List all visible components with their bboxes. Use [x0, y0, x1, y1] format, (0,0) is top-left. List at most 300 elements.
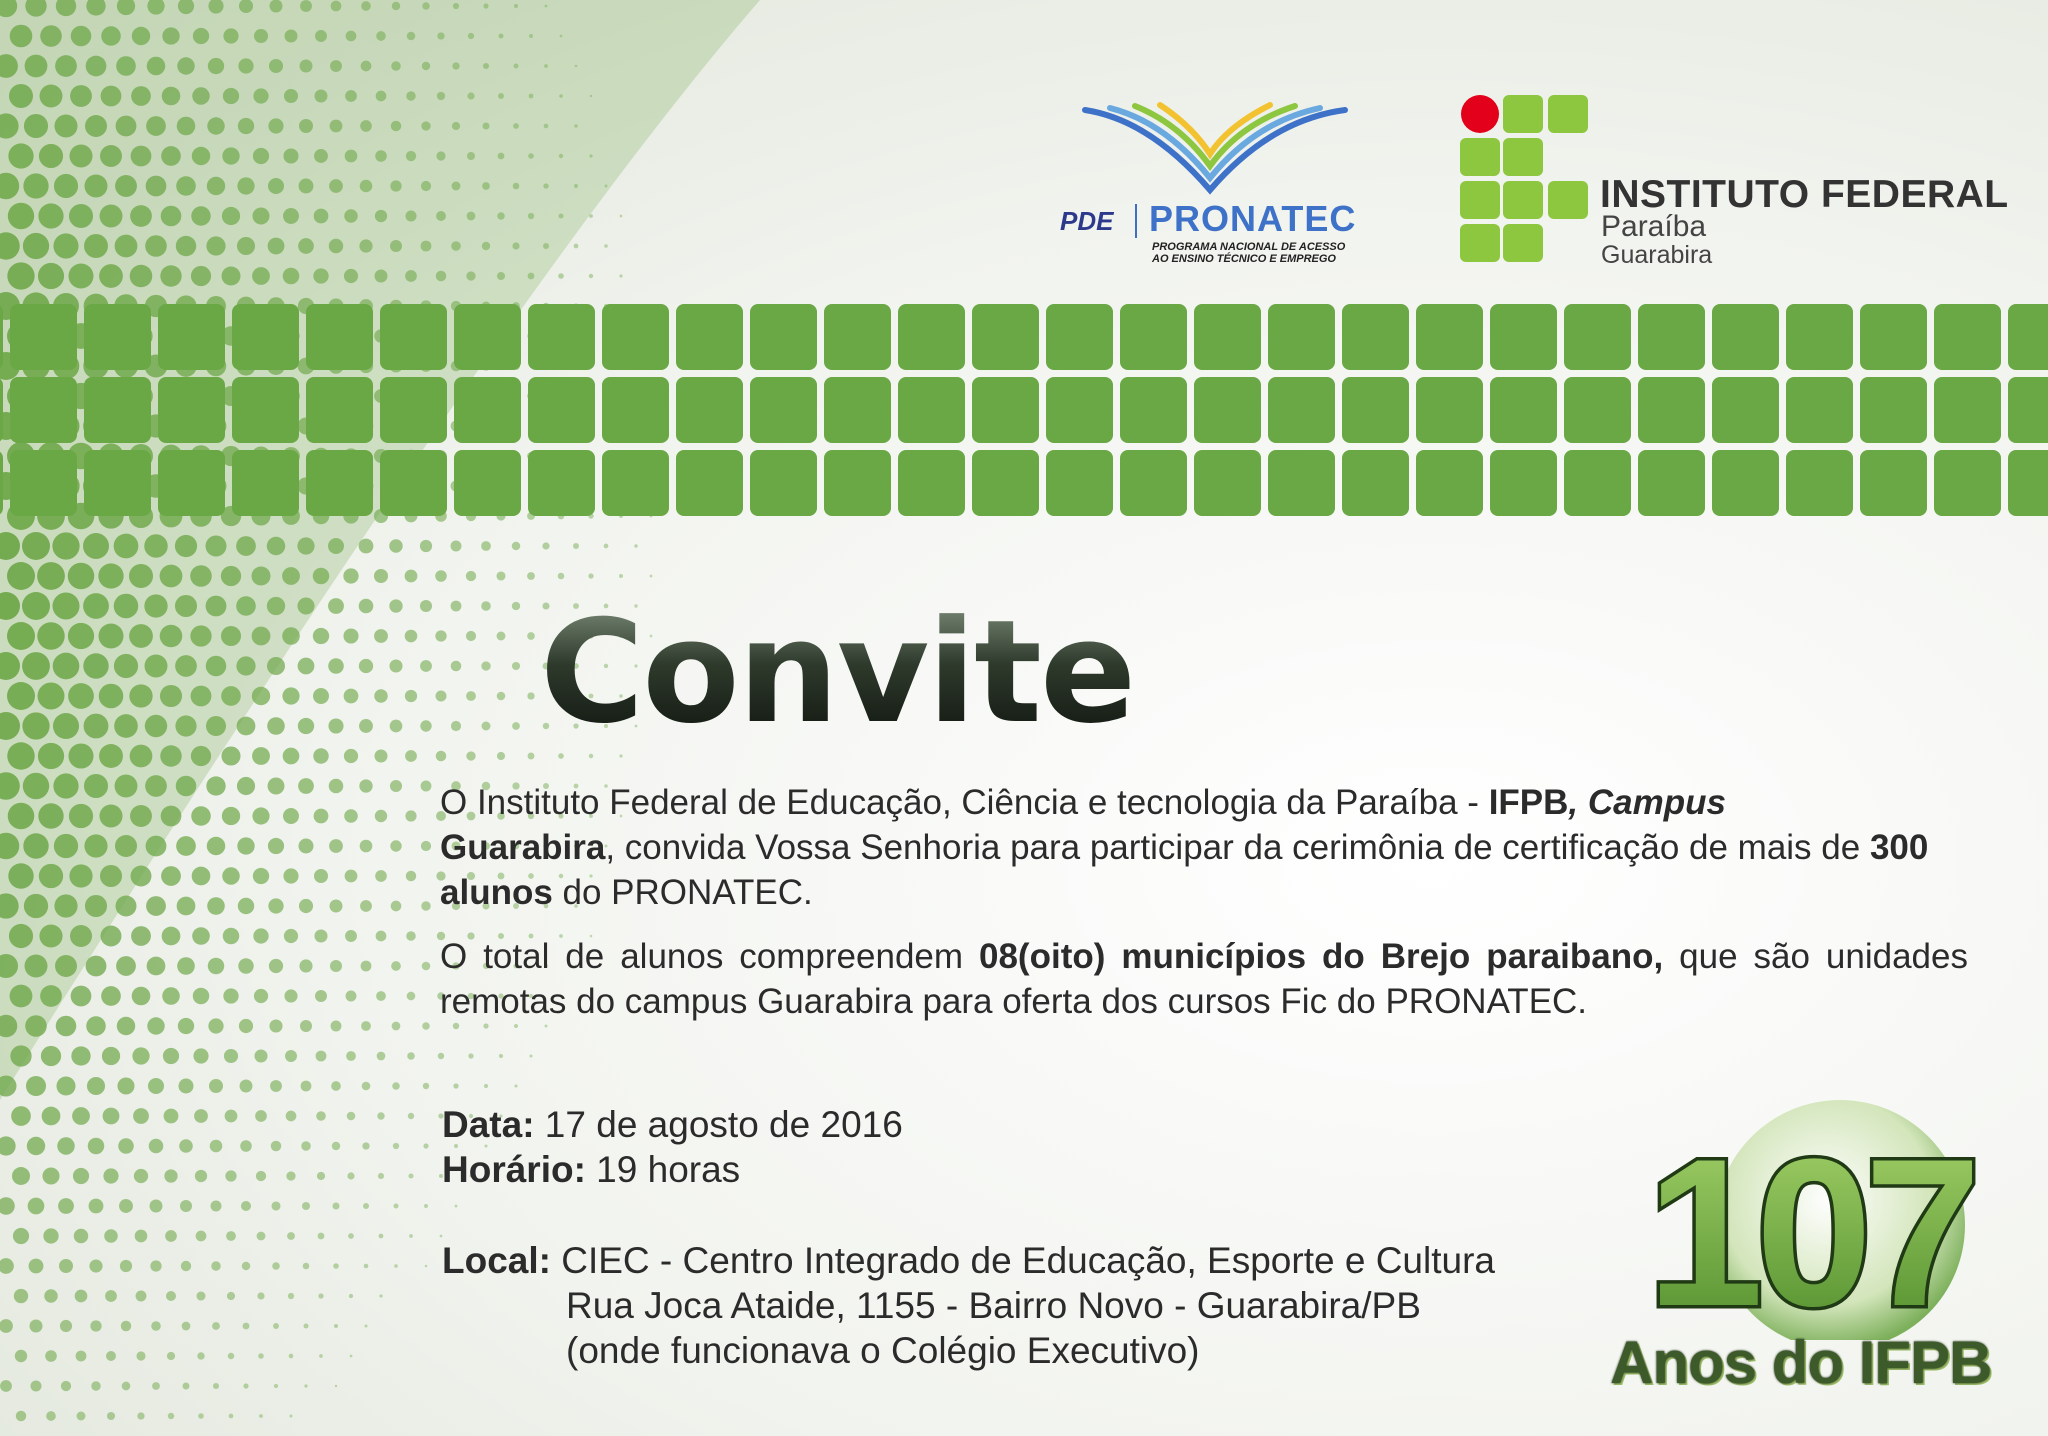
halftone-dot — [206, 656, 226, 676]
halftone-dot — [38, 263, 64, 289]
halftone-dot — [376, 31, 386, 41]
halftone-dot — [425, 1265, 428, 1268]
halftone-dot — [164, 1109, 179, 1124]
halftone-dot — [375, 870, 387, 882]
halftone-dot — [61, 1381, 71, 1391]
halftone-dot — [237, 237, 255, 255]
halftone-dot — [252, 687, 270, 705]
municipalities-highlight: 08(oito) municípios do Brejo paraibano, — [979, 937, 1664, 976]
halftone-dot — [176, 176, 196, 196]
halftone-dot — [359, 599, 374, 614]
halftone-dot — [29, 1259, 44, 1274]
band-tile — [158, 450, 225, 516]
halftone-dot — [512, 662, 520, 670]
halftone-dot — [421, 781, 432, 792]
halftone-dot — [542, 542, 549, 549]
halftone-dot — [378, 1173, 384, 1179]
band-tile — [1638, 377, 1705, 443]
halftone-dot — [195, 1170, 207, 1182]
halftone-dot — [359, 719, 373, 733]
halftone-dot — [52, 592, 79, 619]
time-value: 19 horas — [585, 1149, 741, 1190]
halftone-dot — [422, 2, 429, 9]
halftone-dot — [221, 626, 241, 646]
halftone-dot — [513, 183, 520, 190]
halftone-dot — [0, 1319, 13, 1333]
halftone-dot — [222, 867, 239, 884]
halftone-dot — [117, 1077, 134, 1094]
halftone-dot — [267, 717, 285, 735]
campus-label: , Campus — [1568, 783, 1726, 822]
halftone-dot — [131, 926, 151, 946]
halftone-dot — [40, 985, 62, 1007]
band-tile — [824, 304, 891, 370]
halftone-dot — [191, 746, 211, 766]
halftone-dot — [196, 1231, 207, 1242]
halftone-dot — [210, 1200, 221, 1211]
halftone-dot — [10, 985, 33, 1008]
halftone-dot — [206, 716, 226, 736]
halftone-dot — [328, 538, 344, 554]
halftone-dot — [375, 150, 387, 162]
halftone-dot — [207, 117, 224, 134]
halftone-dot — [146, 836, 167, 857]
halftone-dot — [379, 1234, 384, 1239]
halftone-dot — [466, 271, 475, 280]
halftone-dot — [604, 544, 609, 549]
halftone-dot — [297, 597, 314, 614]
halftone-dot — [229, 1414, 234, 1419]
halftone-dot — [361, 961, 372, 972]
halftone-dot — [389, 539, 402, 552]
halftone-dot — [54, 174, 78, 198]
halftone-dot — [407, 1052, 415, 1060]
halftone-dot — [420, 720, 431, 731]
halftone-dot — [54, 834, 78, 858]
halftone-dot — [175, 655, 197, 677]
halftone-dot — [43, 1228, 58, 1243]
halftone-dot — [422, 1022, 430, 1030]
halftone-dot — [166, 1291, 176, 1301]
halftone-dot — [374, 569, 388, 583]
band-tile — [1120, 304, 1187, 370]
halftone-dot — [467, 212, 476, 221]
band-tile — [1638, 450, 1705, 516]
band-tile — [158, 377, 225, 443]
halftone-dot — [191, 686, 212, 707]
halftone-dot — [22, 532, 50, 560]
halftone-dot — [389, 659, 402, 672]
anniversary-badge — [1610, 1100, 2030, 1400]
band-tile — [1268, 304, 1335, 370]
halftone-dot — [253, 868, 269, 884]
halftone-dot — [346, 1051, 356, 1061]
halftone-dot — [407, 32, 415, 40]
halftone-dot — [256, 1171, 266, 1181]
ifpb-state: Paraíba — [1601, 210, 1707, 243]
band-tile — [824, 450, 891, 516]
halftone-dot — [221, 686, 241, 706]
halftone-dot — [285, 30, 298, 43]
halftone-dot — [0, 1258, 14, 1274]
halftone-dot — [242, 1262, 251, 1271]
halftone-dot — [8, 803, 35, 830]
halftone-dot — [107, 1412, 115, 1420]
halftone-dot — [283, 268, 300, 285]
band-tile — [1120, 450, 1187, 516]
halftone-dot — [268, 118, 283, 133]
halftone-dot — [345, 90, 357, 102]
halftone-dot — [144, 534, 167, 557]
halftone-dot — [283, 148, 298, 163]
halftone-dot — [273, 1323, 279, 1329]
halftone-dot — [181, 1261, 191, 1271]
halftone-dot — [270, 0, 283, 12]
halftone-dot — [16, 1411, 26, 1421]
band-tile — [1564, 450, 1631, 516]
halftone-dot — [467, 152, 475, 160]
halftone-dot — [98, 623, 123, 648]
band-tile — [380, 304, 447, 370]
halftone-dot — [23, 833, 48, 858]
halftone-dot — [328, 598, 344, 614]
halftone-dot — [436, 751, 447, 762]
halftone-dot — [206, 596, 227, 617]
open-book-icon — [1080, 100, 1350, 195]
halftone-dot — [40, 25, 62, 47]
halftone-dot — [115, 235, 138, 258]
location-line-2: Rua Joca Ataide, 1155 - Bairro Novo - Guarabira/PB — [566, 1285, 1421, 1326]
halftone-dot — [267, 657, 285, 675]
halftone-dot — [147, 1017, 164, 1034]
halftone-dot — [286, 1111, 297, 1122]
halftone-dot — [483, 3, 488, 8]
band-tile — [84, 450, 151, 516]
halftone-dot — [344, 689, 359, 704]
halftone-dot — [344, 209, 357, 222]
band-tile — [1268, 377, 1335, 443]
p1-text-2: , convida Vossa Senhoria para participar da cerimônia de certificação de mais de — [605, 828, 1870, 867]
halftone-dot — [176, 776, 197, 797]
halftone-dot — [131, 866, 152, 887]
halftone-dot — [544, 64, 548, 68]
halftone-dot — [68, 623, 94, 649]
halftone-dot — [575, 65, 578, 68]
student-count: 300 alunos — [440, 828, 1929, 912]
halftone-dot — [364, 1264, 369, 1269]
halftone-dot — [239, 1019, 253, 1033]
halftone-dot — [604, 244, 608, 248]
halftone-dot — [421, 121, 430, 130]
halftone-dot — [136, 1291, 147, 1302]
band-tile — [84, 377, 151, 443]
halftone-dot — [7, 262, 34, 289]
halftone-dot — [257, 1292, 264, 1299]
band-tile — [528, 450, 595, 516]
halftone-dot — [498, 33, 503, 38]
halftone-dot — [390, 780, 402, 792]
halftone-dot — [435, 690, 446, 701]
halftone-dot — [255, 1110, 267, 1122]
halftone-dot — [345, 870, 358, 883]
halftone-dot — [405, 210, 416, 221]
halftone-dot — [420, 600, 432, 612]
halftone-dot — [69, 264, 94, 289]
halftone-dot — [350, 1355, 353, 1358]
halftone-dot — [559, 154, 563, 158]
halftone-dot — [299, 839, 314, 854]
halftone-dot — [27, 1137, 45, 1155]
halftone-dot — [237, 177, 254, 194]
halftone-dot — [334, 1324, 338, 1328]
halftone-dot — [22, 712, 49, 739]
halftone-dot — [8, 143, 33, 168]
halftone-dot — [421, 241, 432, 252]
halftone-dot — [359, 659, 373, 673]
halftone-dot — [514, 1024, 518, 1028]
halftone-dot — [301, 1081, 312, 1092]
halftone-dot — [58, 1198, 74, 1214]
halftone-dot — [24, 894, 48, 918]
halftone-dot — [314, 149, 328, 163]
halftone-dot — [71, 26, 92, 47]
halftone-dot — [267, 537, 285, 555]
halftone-dot — [191, 206, 210, 225]
halftone-dot — [589, 274, 593, 278]
halftone-dot — [223, 988, 238, 1003]
halftone-dot — [345, 150, 358, 163]
halftone-dot — [118, 1138, 134, 1154]
halftone-dot — [213, 1383, 219, 1389]
halftone-dot — [53, 233, 78, 258]
halftone-dot — [315, 30, 327, 42]
halftone-dot — [25, 955, 48, 978]
halftone-dot — [177, 957, 195, 975]
halftone-dot — [175, 715, 196, 736]
halftone-dot — [84, 834, 107, 857]
band-tile — [1046, 377, 1113, 443]
halftone-dot — [7, 562, 35, 590]
halftone-dot — [344, 269, 358, 283]
halftone-dot — [468, 33, 474, 39]
halftone-dot — [164, 1169, 177, 1182]
halftone-dot — [498, 153, 505, 160]
halftone-dot — [114, 654, 138, 678]
halftone-dot — [175, 595, 197, 617]
halftone-dot — [132, 1047, 149, 1064]
halftone-dot — [345, 930, 357, 942]
halftone-dot — [421, 181, 431, 191]
halftone-dot — [12, 1167, 30, 1185]
halftone-dot — [101, 926, 122, 947]
halftone-dot — [150, 1200, 163, 1213]
halftone-dot — [38, 743, 64, 769]
halftone-dot — [467, 92, 474, 99]
halftone-dot — [208, 58, 224, 74]
halftone-dot — [451, 721, 461, 731]
halftone-dot — [209, 1079, 223, 1093]
halftone-dot — [85, 895, 107, 917]
halftone-dot — [241, 1201, 251, 1211]
halftone-dot — [252, 627, 271, 646]
halftone-dot — [84, 714, 109, 739]
halftone-dot — [422, 962, 431, 971]
halftone-dot — [191, 266, 211, 286]
halftone-dot — [545, 5, 548, 8]
halftone-dot — [54, 894, 77, 917]
halftone-dot — [527, 572, 535, 580]
ifpb-acronym: IFPB — [1488, 783, 1569, 822]
halftone-dot — [257, 1232, 266, 1241]
halftone-dot — [481, 661, 490, 670]
halftone-dot — [405, 810, 416, 821]
halftone-dot — [497, 632, 506, 641]
halftone-dot — [346, 31, 357, 42]
location-label: Local: — [442, 1240, 551, 1281]
halftone-dot — [133, 1108, 149, 1124]
anniversary-number-graphic — [1610, 1100, 2030, 1340]
halftone-dot — [574, 124, 577, 127]
halftone-dot — [222, 147, 239, 164]
halftone-dot — [39, 924, 62, 947]
halftone-dot — [394, 1204, 399, 1209]
halftone-dot — [9, 924, 33, 948]
halftone-dot — [377, 1112, 384, 1119]
halftone-dot — [319, 1354, 323, 1358]
halftone-dot — [212, 1322, 220, 1330]
halftone-dot — [42, 1167, 59, 1184]
halftone-dot — [390, 840, 401, 851]
halftone-dot — [179, 1139, 193, 1153]
halftone-dot — [75, 1290, 88, 1303]
halftone-dot — [57, 1137, 74, 1154]
halftone-dot — [0, 1380, 12, 1392]
halftone-dot — [287, 1232, 295, 1240]
band-tile — [750, 304, 817, 370]
location-line-1: CIEC - Centro Integrado de Educação, Esporte e Cultura — [550, 1240, 1495, 1281]
band-tile — [1342, 450, 1409, 516]
band-tile — [2008, 450, 2048, 516]
halftone-dot — [161, 146, 181, 166]
band-tile — [602, 450, 669, 516]
halftone-dot — [406, 91, 415, 100]
halftone-dot — [194, 1109, 208, 1123]
halftone-dot — [211, 1261, 220, 1270]
halftone-dot — [210, 1140, 223, 1153]
halftone-dot — [423, 1143, 428, 1148]
halftone-dot — [440, 1235, 443, 1238]
halftone-dot — [514, 64, 519, 69]
halftone-dot — [299, 959, 312, 972]
band-tile — [676, 304, 743, 370]
p2-text-1: O total de alunos compreendem — [440, 937, 979, 976]
halftone-dot — [130, 205, 152, 227]
halftone-dot — [329, 239, 343, 253]
halftone-dot — [466, 691, 476, 701]
halftone-dot — [364, 1324, 367, 1327]
halftone-dot — [313, 568, 330, 585]
halftone-dot — [228, 1353, 234, 1359]
halftone-dot — [236, 596, 256, 616]
halftone-dot — [421, 901, 430, 910]
halftone-dot — [84, 774, 108, 798]
halftone-dot — [619, 274, 622, 277]
halftone-dot — [221, 746, 240, 765]
halftone-dot — [41, 1046, 61, 1066]
band-tile — [528, 377, 595, 443]
p1-text-1: O Instituto Federal de Educação, Ciência e tecnologia da Paraíba - — [440, 783, 1489, 822]
band-tile — [602, 377, 669, 443]
band-tile — [380, 377, 447, 443]
halftone-dot — [134, 1169, 148, 1183]
halftone-dot — [145, 715, 167, 737]
halftone-dot — [222, 267, 241, 286]
halftone-dot — [349, 1294, 353, 1298]
halftone-dot — [145, 655, 168, 678]
halftone-dot — [314, 929, 327, 942]
halftone-dot — [152, 1382, 160, 1390]
halftone-dot — [74, 1229, 88, 1243]
pronatec-subtitle-line2: AO ENSINO TÉCNICO E EMPREGO — [1152, 253, 1336, 265]
band-tile — [972, 450, 1039, 516]
halftone-dot — [38, 683, 65, 710]
halftone-dot — [206, 236, 225, 255]
band-tile — [1934, 450, 2001, 516]
halftone-dot — [30, 1380, 41, 1391]
date-row — [442, 1102, 903, 1147]
time-label: Horário: — [442, 1149, 586, 1190]
halftone-dot — [499, 1054, 503, 1058]
band-tile — [1194, 450, 1261, 516]
halftone-dot — [129, 624, 153, 648]
halftone-dot — [329, 179, 343, 193]
halftone-dot — [39, 864, 63, 888]
halftone-dot — [435, 570, 447, 582]
halftone-dot — [115, 835, 137, 857]
halftone-dot — [160, 745, 181, 766]
halftone-dot — [435, 630, 446, 641]
halftone-dot — [283, 208, 299, 224]
halftone-dot — [252, 207, 269, 224]
invitation-title: Convite — [540, 590, 1135, 755]
halftone-dot — [254, 1049, 267, 1062]
halftone-dot — [162, 987, 180, 1005]
halftone-dot — [289, 1354, 294, 1359]
halftone-dot — [236, 656, 255, 675]
invitation-paragraph-1 — [440, 780, 1968, 915]
halftone-dot — [238, 118, 254, 134]
halftone-dot — [268, 838, 284, 854]
halftone-dot — [286, 1171, 295, 1180]
halftone-dot — [376, 991, 386, 1001]
halftone-dot — [332, 1142, 340, 1150]
halftone-dot — [359, 239, 372, 252]
band-tile — [1564, 304, 1631, 370]
halftone-dot — [438, 1053, 444, 1059]
halftone-dot — [100, 145, 122, 167]
halftone-dot — [483, 1023, 488, 1028]
halftone-dot — [104, 1229, 118, 1243]
halftone-dot — [527, 632, 535, 640]
halftone-dot — [182, 1322, 191, 1331]
halftone-dot — [45, 1350, 57, 1362]
halftone-dot — [89, 1199, 104, 1214]
halftone-dot — [512, 722, 520, 730]
halftone-dot — [53, 773, 78, 798]
halftone-dot — [405, 630, 418, 643]
halftone-dot — [391, 961, 401, 971]
halftone-dot — [348, 1233, 354, 1239]
